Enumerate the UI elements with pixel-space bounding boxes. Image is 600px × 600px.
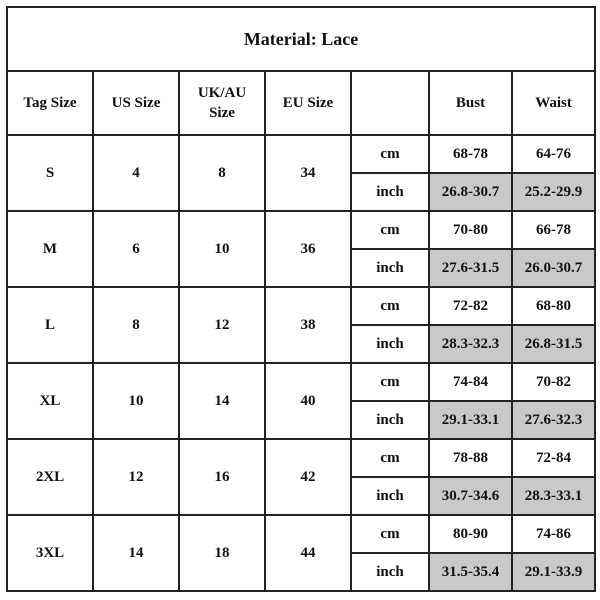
waist-inch-cell: 29.1-33.9 — [512, 553, 595, 591]
us-size-cell: 12 — [93, 439, 179, 515]
size-chart — [6, 6, 594, 596]
us-size-cell: 10 — [93, 363, 179, 439]
waist-inch-cell: 27.6-32.3 — [512, 401, 595, 439]
table-title: Material: Lace — [7, 7, 595, 71]
eu-size-cell: 34 — [265, 135, 351, 211]
waist-inch-cell: 28.3-33.1 — [512, 477, 595, 515]
tag-size-cell: 3XL — [7, 515, 93, 591]
unit-cm-cell: cm — [351, 515, 429, 553]
header-tag-size: Tag Size — [7, 71, 93, 135]
header-uk-au-line1: UK/AU — [197, 85, 247, 101]
bust-cm-cell: 68-78 — [429, 135, 512, 173]
table-row-cm — [7, 287, 595, 325]
waist-cm-cell: 72-84 — [512, 439, 595, 477]
bust-cm-cell: 74-84 — [429, 363, 512, 401]
waist-cm-cell: 64-76 — [512, 135, 595, 173]
waist-cm-cell: 66-78 — [512, 211, 595, 249]
unit-cm-cell: cm — [351, 135, 429, 173]
bust-cm-cell: 70-80 — [429, 211, 512, 249]
table-row-cm — [7, 439, 595, 477]
header-uk-au-line2: Size — [209, 105, 235, 121]
size-chart-table — [6, 6, 596, 592]
tag-size-cell: S — [7, 135, 93, 211]
us-size-cell: 8 — [93, 287, 179, 363]
bust-cm-cell: 72-82 — [429, 287, 512, 325]
tag-size-cell: XL — [7, 363, 93, 439]
uk-au-size-cell: 18 — [179, 515, 265, 591]
us-size-cell: 6 — [93, 211, 179, 287]
waist-inch-cell: 26.0-30.7 — [512, 249, 595, 287]
us-size-cell: 14 — [93, 515, 179, 591]
unit-inch-cell: inch — [351, 325, 429, 363]
us-size-cell: 4 — [93, 135, 179, 211]
bust-cm-cell: 78-88 — [429, 439, 512, 477]
header-waist: Waist — [512, 71, 595, 135]
table-row-cm — [7, 363, 595, 401]
uk-au-size-cell: 10 — [179, 211, 265, 287]
eu-size-cell: 44 — [265, 515, 351, 591]
table-row-cm — [7, 515, 595, 553]
waist-inch-cell: 26.8-31.5 — [512, 325, 595, 363]
waist-inch-cell: 25.2-29.9 — [512, 173, 595, 211]
header-eu-size: EU Size — [265, 71, 351, 135]
bust-inch-cell: 29.1-33.1 — [429, 401, 512, 439]
uk-au-size-cell: 12 — [179, 287, 265, 363]
tag-size-cell: M — [7, 211, 93, 287]
unit-cm-cell: cm — [351, 287, 429, 325]
waist-cm-cell: 68-80 — [512, 287, 595, 325]
bust-cm-cell: 80-90 — [429, 515, 512, 553]
unit-inch-cell: inch — [351, 553, 429, 591]
waist-cm-cell: 70-82 — [512, 363, 595, 401]
eu-size-cell: 40 — [265, 363, 351, 439]
unit-cm-cell: cm — [351, 363, 429, 401]
eu-size-cell: 42 — [265, 439, 351, 515]
unit-inch-cell: inch — [351, 401, 429, 439]
unit-inch-cell: inch — [351, 249, 429, 287]
bust-inch-cell: 28.3-32.3 — [429, 325, 512, 363]
uk-au-size-cell: 16 — [179, 439, 265, 515]
waist-cm-cell: 74-86 — [512, 515, 595, 553]
unit-inch-cell: inch — [351, 173, 429, 211]
table-row-cm — [7, 135, 595, 173]
size-rows — [7, 135, 595, 591]
uk-au-size-cell: 14 — [179, 363, 265, 439]
table-row-cm — [7, 211, 595, 249]
header-uk-au-size — [179, 71, 265, 135]
unit-cm-cell: cm — [351, 211, 429, 249]
eu-size-cell: 36 — [265, 211, 351, 287]
unit-inch-cell: inch — [351, 477, 429, 515]
unit-cm-cell: cm — [351, 439, 429, 477]
header-bust: Bust — [429, 71, 512, 135]
bust-inch-cell: 31.5-35.4 — [429, 553, 512, 591]
header-unit — [351, 71, 429, 135]
tag-size-cell: 2XL — [7, 439, 93, 515]
bust-inch-cell: 30.7-34.6 — [429, 477, 512, 515]
tag-size-cell: L — [7, 287, 93, 363]
header-row — [7, 71, 595, 135]
eu-size-cell: 38 — [265, 287, 351, 363]
bust-inch-cell: 27.6-31.5 — [429, 249, 512, 287]
header-us-size: US Size — [93, 71, 179, 135]
uk-au-size-cell: 8 — [179, 135, 265, 211]
bust-inch-cell: 26.8-30.7 — [429, 173, 512, 211]
